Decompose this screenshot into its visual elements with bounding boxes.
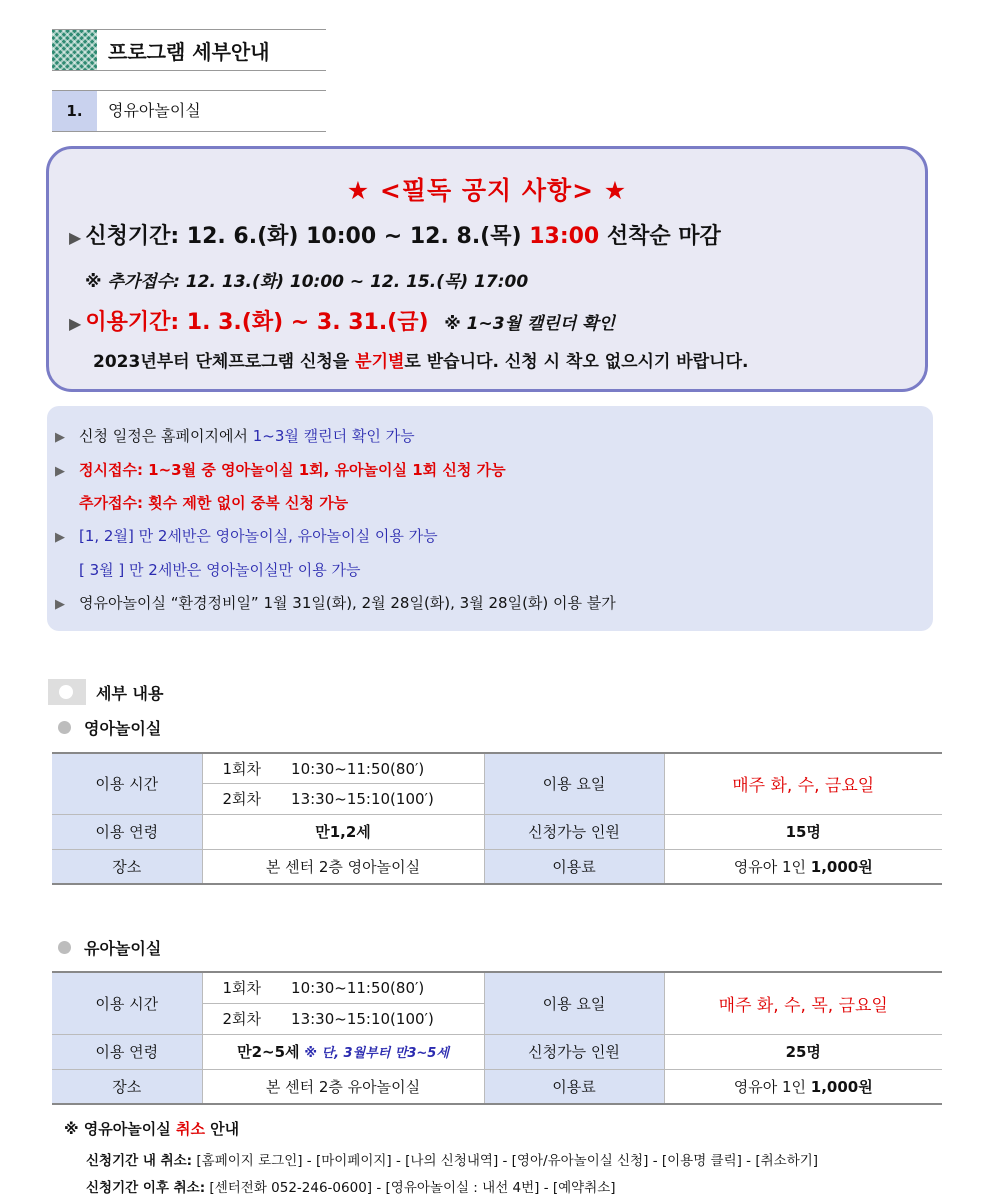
subsection-number: 1. xyxy=(52,91,97,131)
age-label: 이용 연령 xyxy=(52,814,202,849)
page-title: 프로그램 세부안내 xyxy=(108,40,270,64)
capacity-label: 신청가능 인원 xyxy=(484,814,664,849)
use-period: ▶ 이용기간: 1. 3.(화) ~ 3. 31.(금) ※ 1~3월 캘린더 확인 xyxy=(69,310,615,335)
fee-label: 이용료 xyxy=(484,849,664,884)
capacity-label: 신청가능 인원 xyxy=(484,1034,664,1069)
fee-value: 영유아 1인 1,000원 xyxy=(664,1069,942,1104)
session-1: 1회차 10:30~11:50(80′) xyxy=(202,972,484,1003)
cancel-after: 신청기간 이후 취소: [센터전화 052-246-0600] - [영유아놀이실 : 내선 4번] - [예약취소] xyxy=(86,1180,616,1196)
info-line: ▶ 신청 일정은 홈페이지에서 1~3월 캘린더 확인 가능 xyxy=(55,427,415,445)
triangle-icon: ▶ xyxy=(55,597,65,612)
triangle-icon: ▶ xyxy=(55,430,65,445)
place-label: 장소 xyxy=(52,849,202,884)
quarter-notice: 2023년부터 단체프로그램 신청을 분기별로 받습니다. 신청 시 착오 없으시기 바랍니다. xyxy=(93,352,749,372)
age-value: 만2~5세 ※ 단, 3월부터 만3~5세 xyxy=(202,1034,484,1069)
age-label: 이용 연령 xyxy=(52,1034,202,1069)
info-line: ▶ 영유아놀이실 “환경정비일” 1월 31일(화), 2월 28일(화), 3월 28일(화) 이용 불가 xyxy=(55,594,616,612)
toddler-room-table xyxy=(52,971,942,1105)
day-label: 이용 요일 xyxy=(484,753,664,814)
day-label: 이용 요일 xyxy=(484,972,664,1034)
session-2: 2회차 13:30~15:10(100′) xyxy=(202,783,484,814)
session-2: 2회차 13:30~15:10(100′) xyxy=(202,1003,484,1034)
notice-box xyxy=(46,146,928,392)
infant-room-table xyxy=(52,752,942,885)
triangle-icon: ▶ xyxy=(69,314,82,333)
triangle-icon: ▶ xyxy=(55,530,65,545)
triangle-icon: ▶ xyxy=(55,464,65,479)
extra-apply: ※ 추가접수: 12. 13.(화) 10:00 ~ 12. 15.(목) 17:00 xyxy=(85,272,529,292)
header-pattern xyxy=(52,30,97,70)
info-box xyxy=(47,406,933,631)
info-line: 추가접수: 횟수 제한 없이 중복 신청 가능 xyxy=(79,494,349,512)
place-value: 본 센터 2층 영아놀이실 xyxy=(202,849,484,884)
place-label: 장소 xyxy=(52,1069,202,1104)
cancel-title: ※ 영유아놀이실 취소 안내 xyxy=(64,1120,240,1138)
time-label: 이용 시간 xyxy=(52,972,202,1034)
place-value: 본 센터 2층 유아놀이실 xyxy=(202,1069,484,1104)
capacity-value: 25명 xyxy=(664,1034,942,1069)
apply-period: ▶ 신청기간: 12. 6.(화) 10:00 ~ 12. 8.(목) 13:00 선착순 마감 xyxy=(69,224,721,249)
triangle-icon: ▶ xyxy=(69,228,82,247)
info-line: ▶ 정시접수: 1~3월 중 영아놀이실 1회, 유아놀이실 1회 신청 가능 xyxy=(55,461,506,479)
fee-label: 이용료 xyxy=(484,1069,664,1104)
bullet-dot-icon xyxy=(58,941,71,954)
days-value: 매주 화, 수, 목, 금요일 xyxy=(664,972,942,1034)
capacity-value: 15명 xyxy=(664,814,942,849)
days-value: 매주 화, 수, 금요일 xyxy=(664,753,942,814)
bullet-dot-icon xyxy=(58,721,71,734)
info-line: ▶ [1, 2월] 만 2세반은 영아놀이실, 유아놀이실 이용 가능 xyxy=(55,527,438,545)
detail-title: 세부 내용 xyxy=(96,684,164,703)
info-line: [ 3월 ] 만 2세반은 영아놀이실만 이용 가능 xyxy=(79,561,361,579)
section-header xyxy=(52,29,326,71)
infant-room-title: 영아놀이실 xyxy=(84,719,162,738)
time-label: 이용 시간 xyxy=(52,753,202,814)
subsection-title: 영유아놀이실 xyxy=(108,101,201,120)
circle-icon xyxy=(48,679,86,705)
notice-heading: ★ <필독 공지 사항> ★ xyxy=(346,176,628,205)
cancel-within: 신청기간 내 취소: [홈페이지 로그인] - [마이페이지] - [나의 신청내역] - [영아/유아놀이실 신청] - [이용명 클릭] - [취소하기] xyxy=(86,1153,819,1169)
fee-value: 영유아 1인 1,000원 xyxy=(664,849,942,884)
toddler-room-title: 유아놀이실 xyxy=(84,939,162,958)
subsection-header xyxy=(52,90,326,132)
age-value: 만1,2세 xyxy=(202,814,484,849)
session-1: 1회차 10:30~11:50(80′) xyxy=(202,753,484,783)
